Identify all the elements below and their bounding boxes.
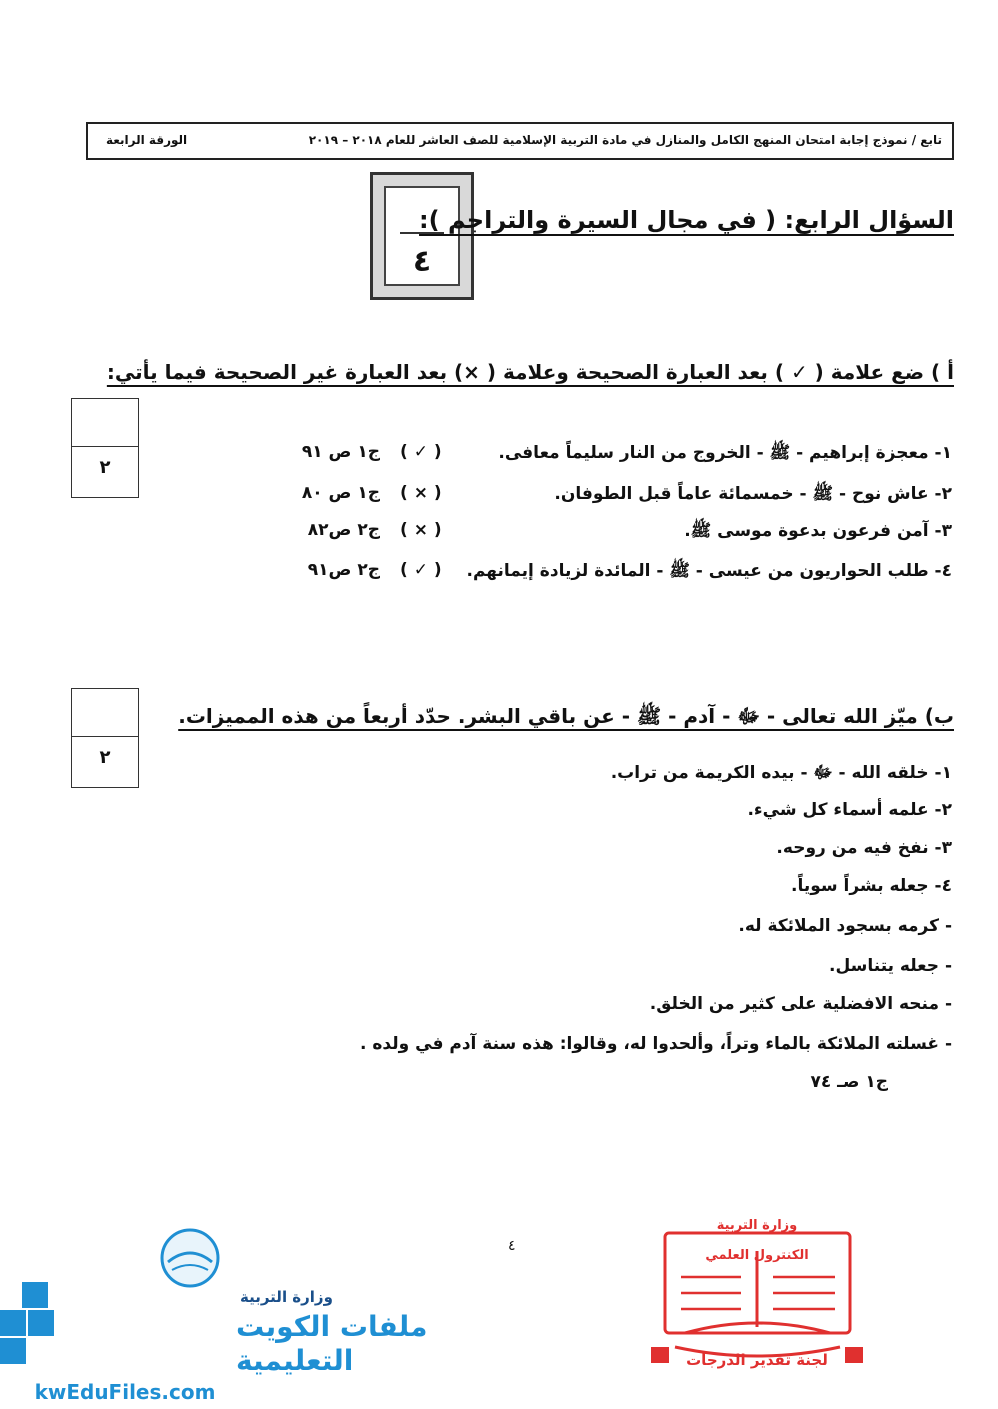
logo-site-name-2: التعليمية	[236, 1344, 354, 1377]
header-title: تابع / نموذج إجابة امتحان المنهج الكامل والمنازل في مادة التربية الإسلامية للصف العاشر للعام ٢٠١٨ – ٢٠١٩	[308, 133, 942, 147]
tf-mark-3: ( × )	[400, 520, 442, 540]
score-box-divider	[72, 446, 138, 447]
tf-ref-1: ج١ ص ٩١	[301, 442, 380, 462]
part-b-score-box	[71, 688, 139, 788]
feature-item-3: ٣- نفخ فيه من روحه.	[776, 838, 952, 858]
logo-graphic	[0, 1226, 428, 1405]
feature-item-5: - كرمه بسجود الملائكة له.	[738, 916, 952, 936]
part-b-title: ب) ميّز الله تعالى - ﷻ - آدم - ﷺ - عن باقي البشر. حدّد أربعاً من هذه المميزات.	[178, 704, 954, 728]
page-number: ٤	[508, 1238, 516, 1254]
part-a-title: أ ) ضع علامة ( ✓ ) بعد العبارة الصحيحة وعلامة ( ×) بعد العبارة غير الصحيحة فيما يأتي:	[106, 360, 954, 384]
feature-item-2: ٢- علمه أسماء كل شيء.	[747, 800, 952, 820]
tf-item-2: ٢- عاش نوح - ﷺ - خمسمائة عاماً قبل الطوفان.	[554, 484, 952, 504]
tf-mark-2: ( × )	[400, 483, 442, 503]
feature-item-4: ٤- جعله بشراً سوياً.	[791, 876, 952, 896]
feature-item-8: - غسلته الملائكة بالماء وتراً، وألحدوا له، وقالوا: هذه سنة آدم في ولده .	[360, 1034, 952, 1054]
tf-ref-4: ج٢ ص٩١	[307, 560, 380, 580]
logo-site-name-1: ملفات الكويت	[236, 1310, 428, 1343]
feature-item-1: ١- خلقه الله - ﷻ - بيده الكريمة من تراب.	[610, 763, 952, 783]
part-b-reference: ج١ صـ ٧٤	[810, 1072, 888, 1092]
kweducfiles-logo	[0, 1226, 428, 1405]
feature-item-6: - جعله يتناسل.	[829, 956, 952, 976]
tf-ref-2: ج١ ص ٨٠	[301, 483, 380, 503]
logo-site-url: kwEduFiles.com	[34, 1380, 216, 1404]
tf-item-1: ١- معجزة إبراهيم - ﷺ - الخروج من النار سليماً معافى.	[498, 443, 952, 463]
tf-item-4: ٤- طلب الحواريون من عيسى - ﷺ - المائدة لزيادة إيمانهم.	[466, 561, 952, 581]
page-header	[86, 122, 954, 160]
part-a-score: ٢	[99, 457, 111, 478]
grading-stamp	[645, 1215, 870, 1370]
feature-item-7: - منحه الافضلية على كثير من الخلق.	[649, 994, 952, 1014]
question-number-inner	[384, 186, 460, 286]
tf-mark-1: ( ✓ )	[400, 442, 442, 462]
question-number: ٤	[412, 244, 432, 279]
question-title: السؤال الرابع: ( في مجال السيرة والتراجم ):	[419, 206, 954, 234]
score-box-divider	[72, 736, 138, 737]
header-sheet-label: الورقة الرابعة	[106, 133, 188, 147]
tf-item-3: ٣- آمن فرعون بدعوة موسى ﷺ.	[684, 521, 952, 541]
part-a-score-box	[71, 398, 139, 498]
stamp-bottom-text: لجنة تقدير الدرجات	[686, 1351, 828, 1369]
logo-ministry-text: وزارة التربية	[240, 1288, 333, 1306]
tf-mark-4: ( ✓ )	[400, 560, 442, 580]
stamp-line-1: الكنترول العلمي	[705, 1248, 809, 1263]
question-number-box	[370, 172, 474, 300]
stamp-graphic	[645, 1215, 870, 1370]
tf-ref-3: ج٢ ص٨٢	[307, 520, 380, 540]
part-b-score: ٢	[99, 747, 111, 768]
stamp-top-text: وزارة التربية	[716, 1218, 798, 1233]
